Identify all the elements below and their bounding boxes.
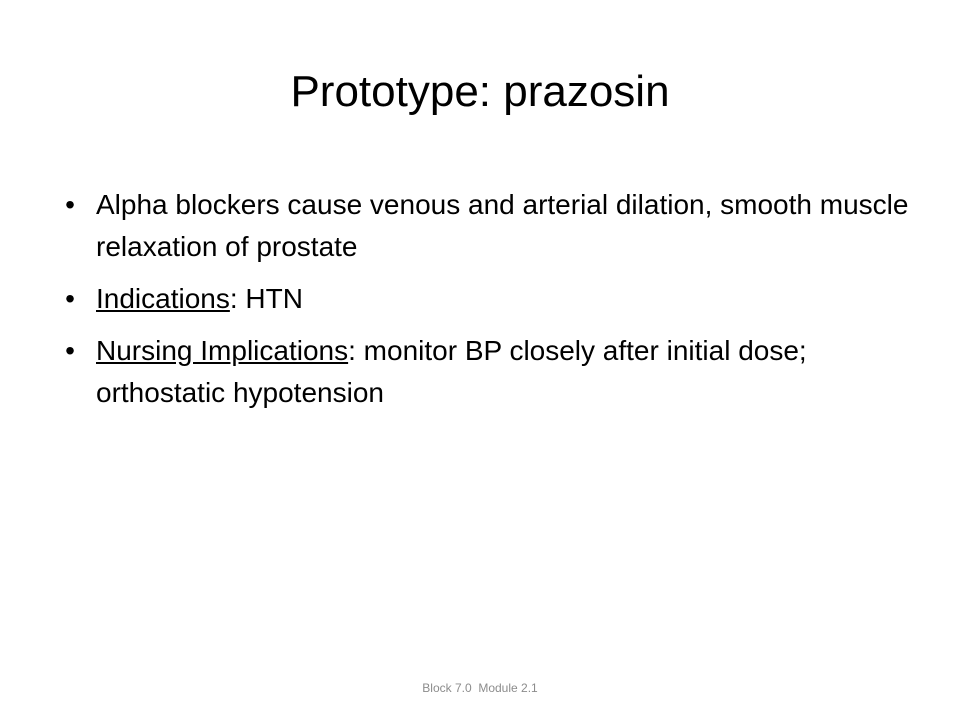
bullet-item — [60, 330, 920, 414]
bullet-icon: • — [65, 335, 75, 366]
bullet-label: Nursing Implications — [96, 335, 349, 366]
slide-title: Prototype: prazosin — [290, 67, 670, 116]
slide-footer: Block 7.0 Module 2.1 — [422, 681, 538, 695]
bullet-item — [60, 184, 920, 268]
bullet-label: Indications — [96, 283, 230, 314]
bullet-text: Alpha blockers cause venous and arterial dilation, smooth muscle relaxation of prostate — [96, 189, 909, 262]
bullet-item — [60, 278, 920, 320]
bullet-icon: • — [65, 189, 75, 220]
bullet-text: : monitor BP closely after initial dose; orthostatic hypotension — [96, 335, 807, 408]
bullet-icon: • — [65, 283, 75, 314]
bullet-list — [60, 184, 920, 424]
bullet-text: : HTN — [229, 283, 303, 314]
